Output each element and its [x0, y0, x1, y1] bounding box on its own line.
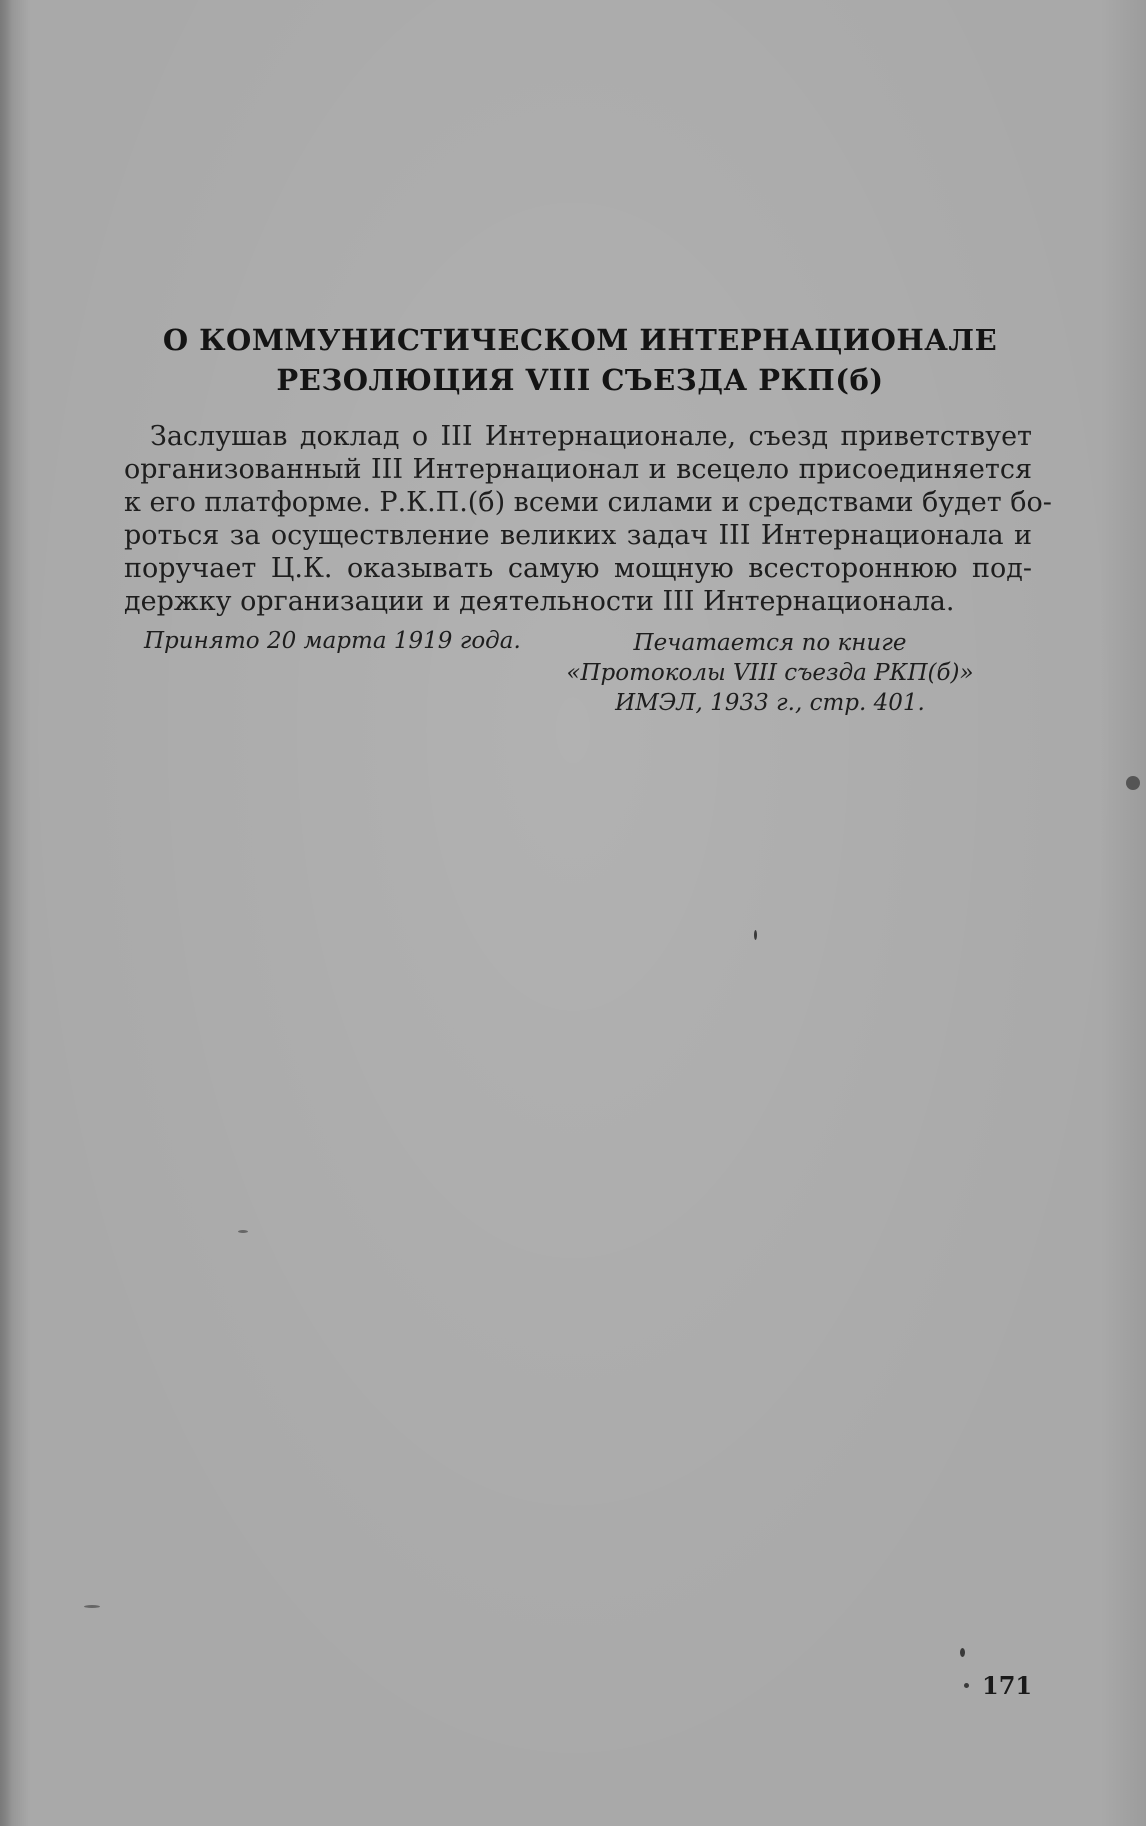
paper-speck — [964, 1683, 969, 1688]
paper-speck — [960, 1648, 965, 1657]
body-line: роться за осуществление великих задач III Интернационала и — [124, 520, 1032, 551]
document-subtitle: РЕЗОЛЮЦИЯ VIII СЪЕЗДА РКП(б) — [276, 363, 884, 397]
source-line: «Протоколы VIII съезда РКП(б)» — [566, 660, 974, 686]
paper-speck — [1126, 776, 1140, 790]
body-line: Заслушав доклад о III Интернационале, съезд приветствует — [150, 421, 1032, 452]
page-number: 171 — [982, 1671, 1033, 1700]
paper-speck — [754, 930, 757, 940]
body-line: поручает Ц.К. оказывать самую мощную всестороннюю под- — [124, 553, 1032, 584]
body-line: к его платформе. Р.К.П.(б) всеми силами и средствами будет бо- — [124, 487, 1052, 518]
source-line: Печатается по книге — [633, 630, 907, 656]
adoption-date: Принято 20 марта 1919 года. — [144, 628, 521, 654]
source-citation — [560, 628, 980, 718]
resolution-body — [124, 420, 1052, 618]
paper-speck — [238, 1230, 248, 1233]
paper-speck — [84, 1605, 100, 1608]
source-line: ИМЭЛ, 1933 г., стр. 401. — [615, 690, 925, 716]
document-title: О КОММУНИСТИЧЕСКОМ ИНТЕРНАЦИОНАЛЕ — [162, 323, 998, 357]
page-binding-shadow — [0, 0, 12, 1826]
body-line: организованный III Интернационал и всецело присоединяется — [124, 454, 1032, 485]
body-line: держку организации и деятельности III Интернационала. — [124, 586, 955, 617]
